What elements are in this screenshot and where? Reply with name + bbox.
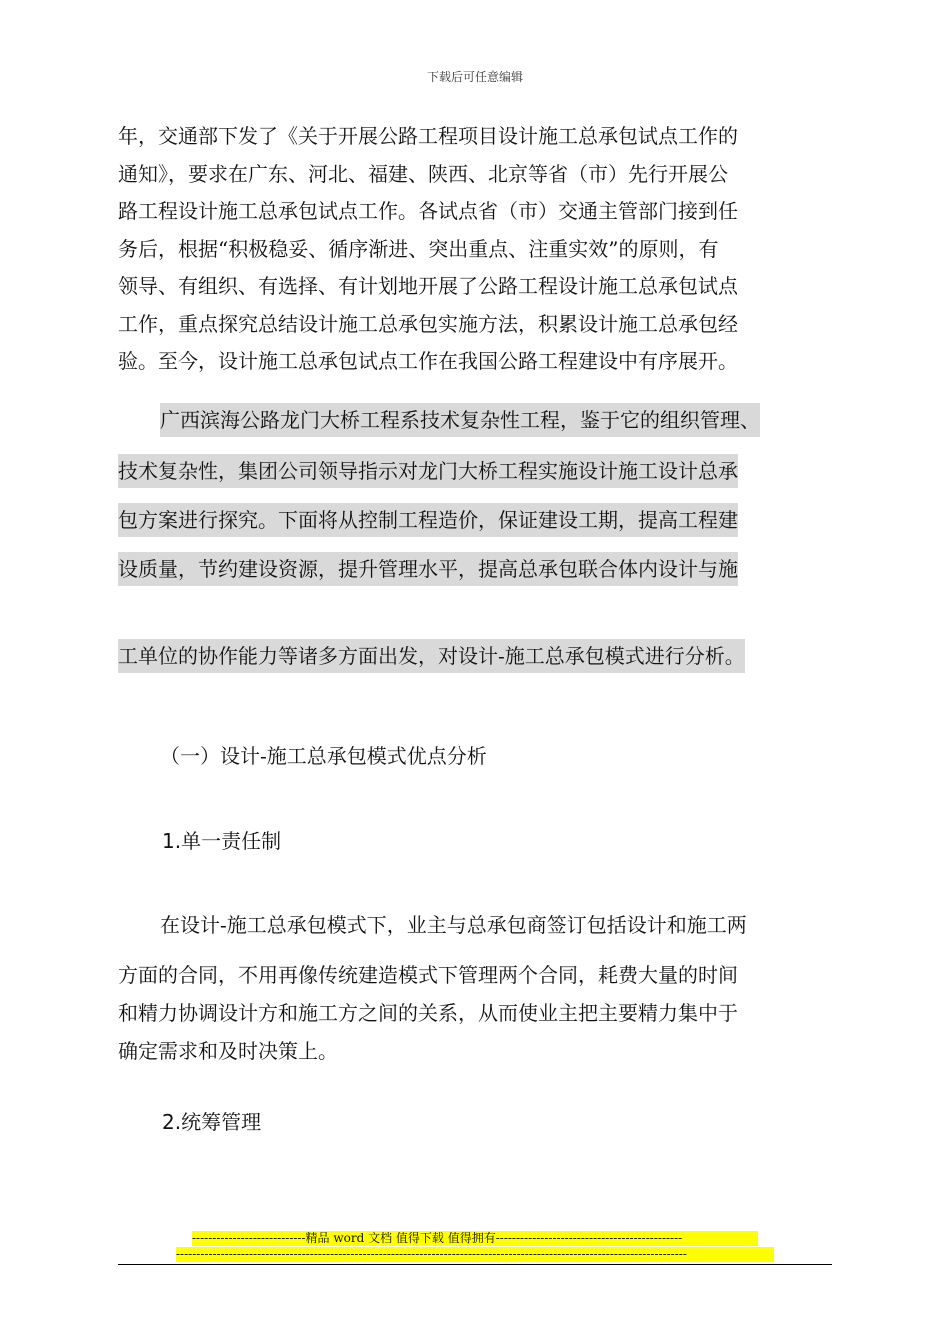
paragraph-line: 年，交通部下发了《关于开展公路工程项目设计施工总承包试点工作的 xyxy=(118,124,738,148)
highlighted-line: 广西滨海公路龙门大桥工程系技术复杂性工程，鉴于它的组织管理、 xyxy=(160,403,760,437)
paragraph-line: 验。至今，设计施工总承包试点工作在我国公路工程建设中有序展开。 xyxy=(118,349,738,373)
list-heading-1 xyxy=(162,825,281,854)
list-title: 单一责任制 xyxy=(181,829,282,853)
list-number: 1. xyxy=(162,829,182,853)
section-heading: （一）设计-施工总承包模式优点分析 xyxy=(160,744,487,768)
paragraph-line: 路工程设计施工总承包试点工作。各试点省（市）交通主管部门接到任 xyxy=(118,199,738,223)
paragraph-line: 在设计-施工总承包模式下，业主与总承包商签订包括设计和施工两 xyxy=(160,913,747,937)
highlighted-line: 设质量，节约建设资源，提升管理水平，提高总承包联合体内设计与施 xyxy=(118,552,738,586)
list-number: 2. xyxy=(162,1110,182,1134)
paragraph-line: 领导、有组织、有选择、有计划地开展了公路工程设计施工总承包试点 xyxy=(118,274,738,298)
highlighted-line: 技术复杂性，集团公司领导指示对龙门大桥工程实施设计施工设计总承 xyxy=(118,454,738,488)
paragraph-pilot-background xyxy=(118,118,838,381)
paragraph-line: 确定需求和及时决策上。 xyxy=(118,1039,338,1063)
footer-dash-line: ------------------------------------------------------------------------------------------------------------------------------ xyxy=(176,1247,774,1262)
paragraph-line: 工作，重点探究总结设计施工总承包实施方法，积累设计施工总承包经 xyxy=(118,311,738,336)
list-title: 统筹管理 xyxy=(181,1110,262,1134)
paragraph-line: 务后，根据“积极稳妥、循序渐进、突出重点、注重实效”的原则，有 xyxy=(118,236,719,261)
paragraph-line: 和精力协调设计方和施工方之间的关系，从而使业主把主要精力集中于 xyxy=(118,1001,738,1025)
highlighted-line: 包方案进行探究。下面将从控制工程造价，保证建设工期，提高工程建 xyxy=(118,503,738,537)
paragraph-line: 通知》，要求在广东、河北、福建、陕西、北京等省（市）先行开展公 xyxy=(118,161,728,186)
page-header: 下载后可任意编辑 xyxy=(426,70,523,84)
paragraph-single-responsibility xyxy=(118,906,838,1070)
footer-rule xyxy=(118,1264,832,1265)
highlighted-line: 工单位的协作能力等诸多方面出发，对设计-施工总承包模式进行分析。 xyxy=(118,639,745,673)
footer-banner-text: ----------------------------精品 word 文档 值得下载 值得拥有---------------------------------------------- xyxy=(192,1231,758,1246)
paragraph-line: 方面的合同，不用再像传统建造模式下管理两个合同，耗费大量的时间 xyxy=(118,963,738,987)
list-heading-2 xyxy=(162,1106,261,1135)
